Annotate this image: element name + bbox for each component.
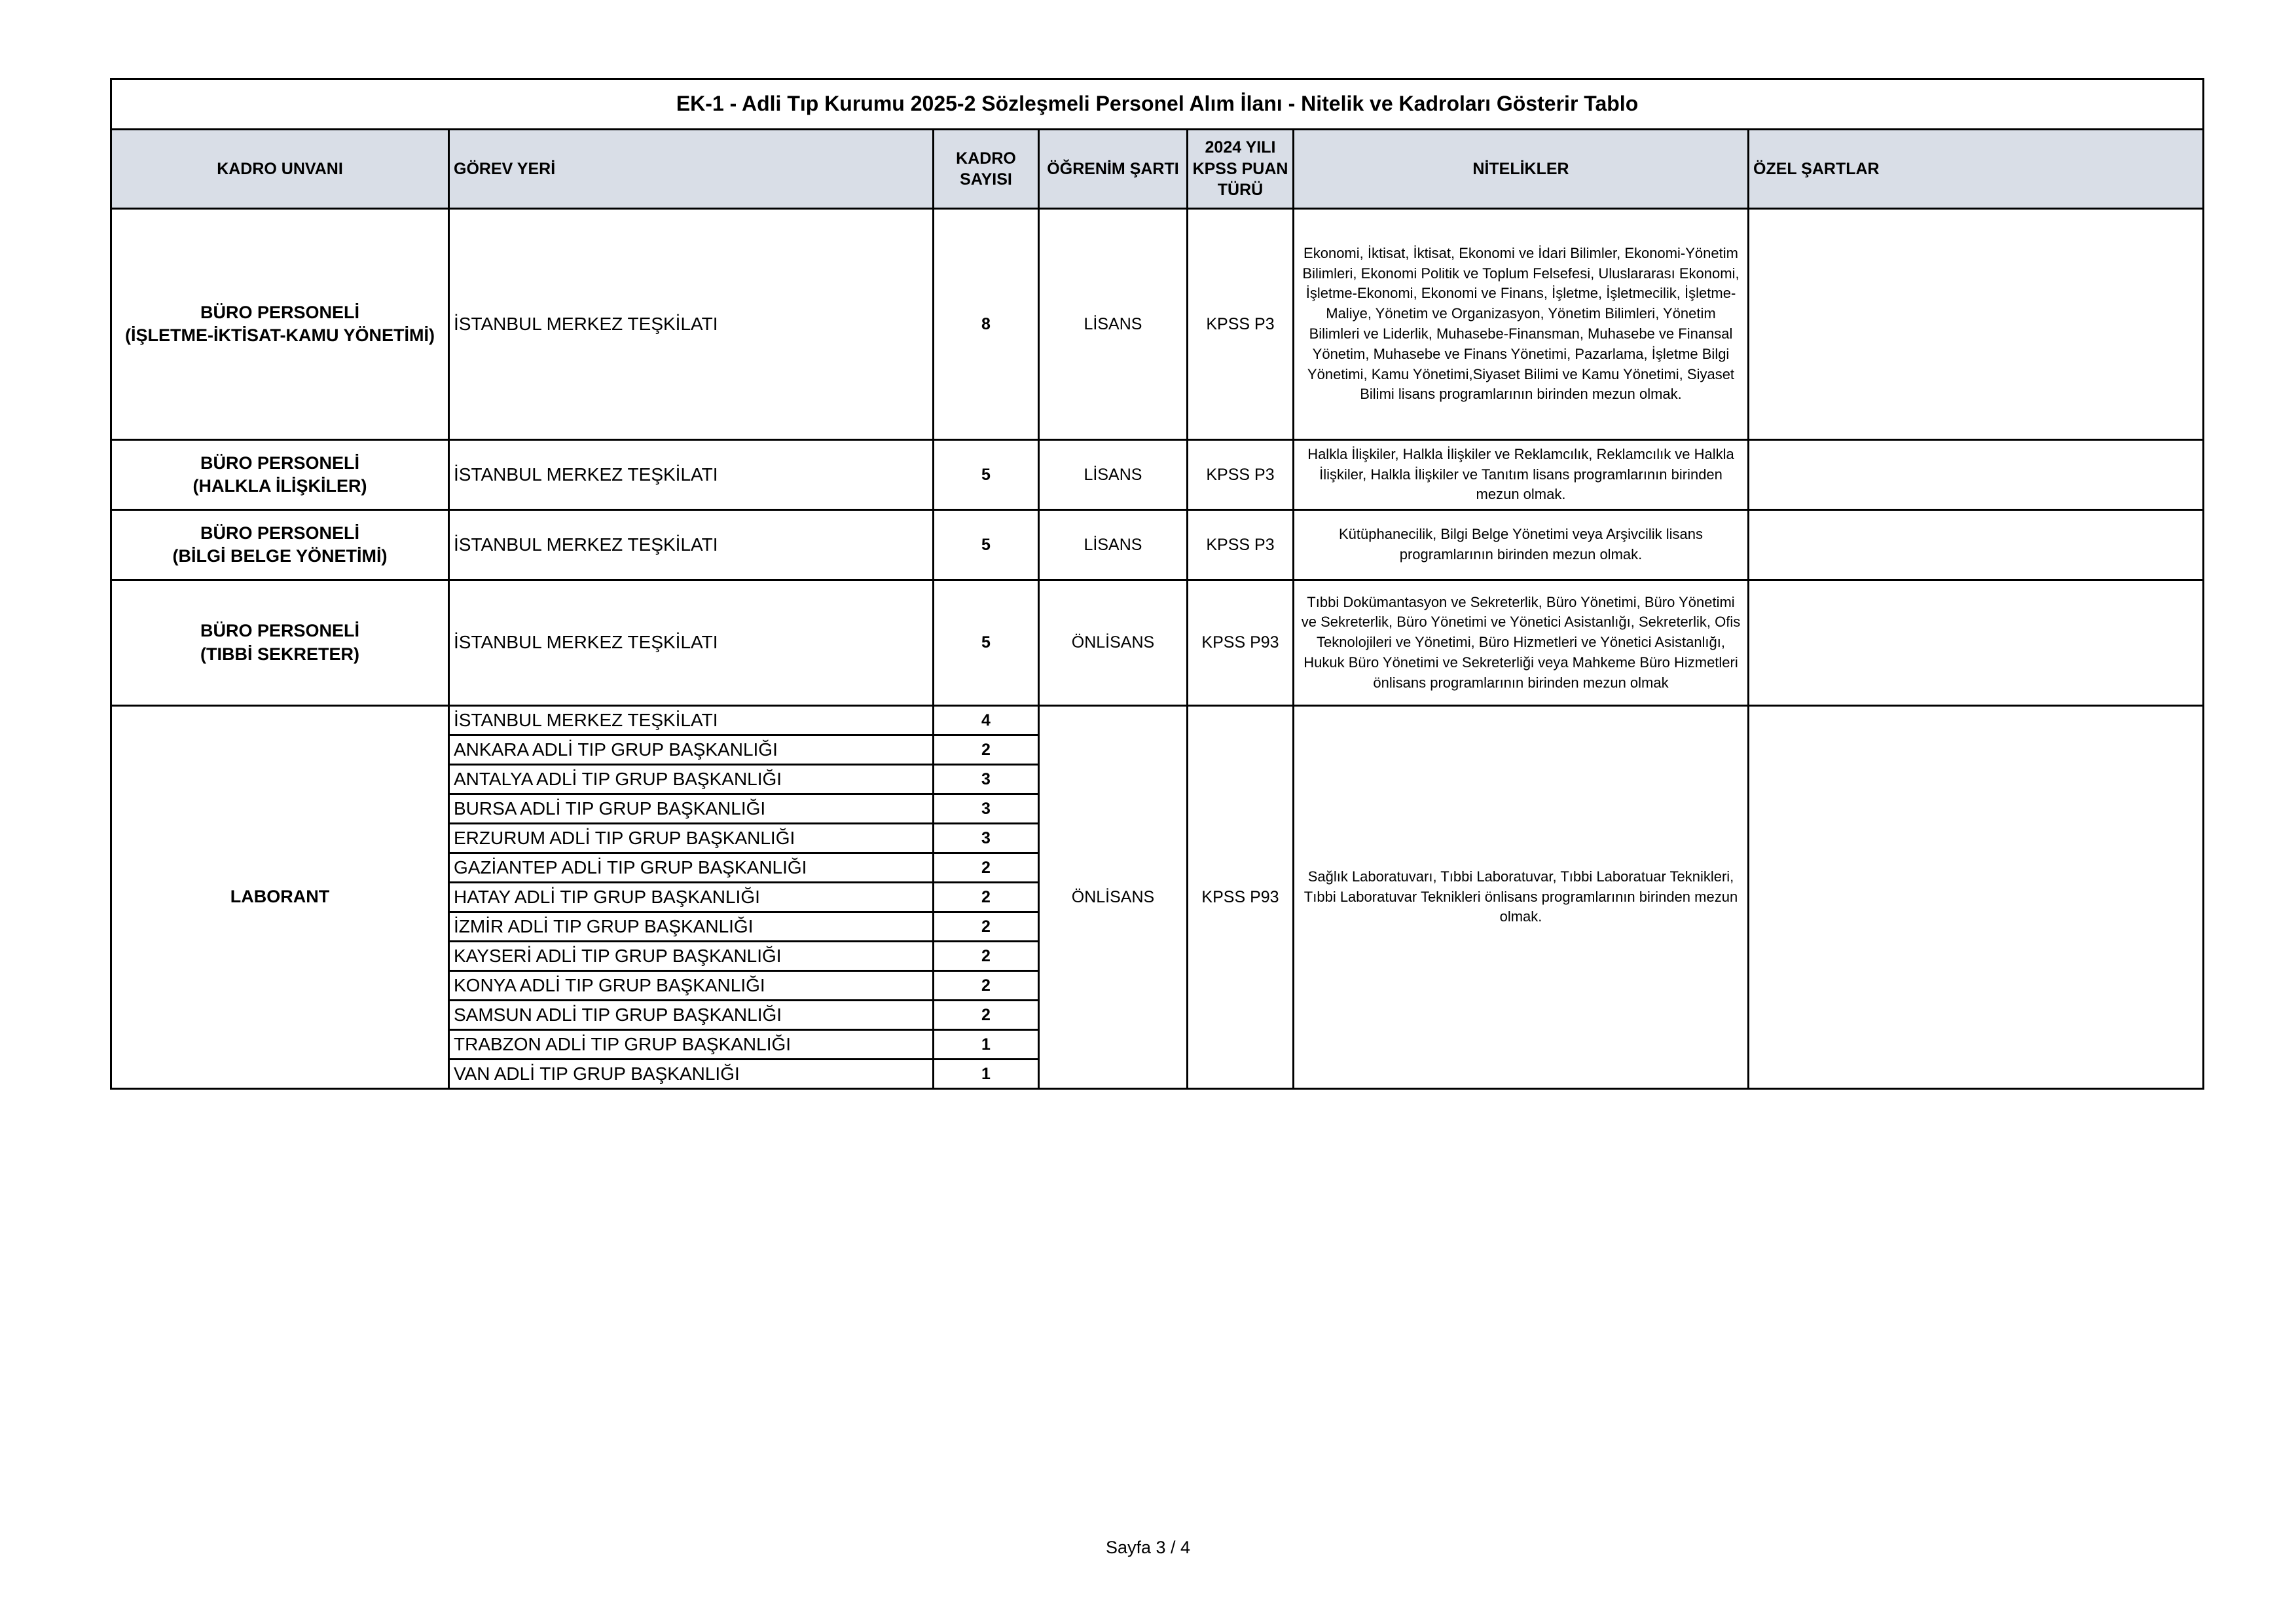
laborant-special <box>1749 706 2204 1089</box>
laborant-place: KAYSERİ ADLİ TIP GRUP BAŞKANLIĞI <box>449 942 934 971</box>
row-qualifications: Ekonomi, İktisat, İktisat, Ekonomi ve İdari Bilimler, Ekonomi-Yönetim Bilimleri, Ekonomi Politik ve Toplum Felsefesi, Uluslararası Ekonomi, İşletme-Ekonomi, Ekonomi ve Finans, İşletme, İşletmecilik, İşletme-Maliye, Yönetim ve Organizasyon, Yönetim Bilimleri, Yönetim Bilimleri ve Liderlik, Muhasebe-Finansman, Muhasebe ve Finansal Yönetim, Muhasebe ve Finans Yönetimi, Pazarlama, İşletme Bilgi Yönetimi, Kamu Yönetimi,Siyaset Bilimi ve Kamu Yönetimi, Siyaset Bilimi lisans programlarının birinden mezun olmak. <box>1294 209 1749 440</box>
row-title-line2: (BİLGİ BELGE YÖNETİMİ) <box>172 546 388 566</box>
row-title-line2: (HALKLA İLİŞKİLER) <box>192 476 367 496</box>
row-special <box>1749 580 2204 706</box>
header-kadro-unvani: KADRO UNVANI <box>111 130 449 209</box>
laborant-count: 4 <box>934 706 1039 735</box>
laborant-count: 3 <box>934 824 1039 853</box>
row-title-cell <box>111 440 449 510</box>
laborant-count: 2 <box>934 971 1039 1001</box>
row-title-cell <box>111 510 449 580</box>
row-place: İSTANBUL MERKEZ TEŞKİLATI <box>449 580 934 706</box>
laborant-place: TRABZON ADLİ TIP GRUP BAŞKANLIĞI <box>449 1030 934 1060</box>
laborant-count: 2 <box>934 912 1039 942</box>
row-education: LİSANS <box>1039 440 1188 510</box>
laborant-education: ÖNLİSANS <box>1039 706 1188 1089</box>
row-place: İSTANBUL MERKEZ TEŞKİLATI <box>449 510 934 580</box>
row-special <box>1749 440 2204 510</box>
laborant-place: ERZURUM ADLİ TIP GRUP BAŞKANLIĞI <box>449 824 934 853</box>
header-kpss-puan-turu: 2024 YILI KPSS PUAN TÜRÜ <box>1188 130 1294 209</box>
laborant-place: SAMSUN ADLİ TIP GRUP BAŞKANLIĞI <box>449 1001 934 1030</box>
row-title-line2: (TIBBİ SEKRETER) <box>200 644 359 664</box>
row-qualifications: Tıbbi Dokümantasyon ve Sekreterlik, Büro Yönetimi, Büro Yönetimi ve Sekreterlik, Büro Yönetimi ve Yönetici Asistanlığı, Sekreterlik, Ofis Teknolojileri ve Yönetimi, Büro Hizmetleri ve Yönetici Asistanlığı, Hukuk Büro Yönetimi ve Sekreterliği veya Mahkeme Büro Hizmetleri önlisans programlarının birinden mezun olmak <box>1294 580 1749 706</box>
laborant-title: LABORANT <box>111 706 449 1089</box>
table-title: EK-1 - Adli Tıp Kurumu 2025-2 Sözleşmeli Personel Alım İlanı - Nitelik ve Kadroları Gösterir Tablo <box>111 79 2204 130</box>
laborant-place: KONYA ADLİ TIP GRUP BAŞKANLIĞI <box>449 971 934 1001</box>
row-title-line2: (İŞLETME-İKTİSAT-KAMU YÖNETİMİ) <box>125 325 435 345</box>
row-place: İSTANBUL MERKEZ TEŞKİLATI <box>449 209 934 440</box>
laborant-kpss: KPSS P93 <box>1188 706 1294 1089</box>
laborant-row <box>111 706 2204 735</box>
table-row <box>111 510 2204 580</box>
laborant-place: İSTANBUL MERKEZ TEŞKİLATI <box>449 706 934 735</box>
laborant-count: 1 <box>934 1030 1039 1060</box>
row-title-line1: BÜRO PERSONELİ <box>200 523 360 543</box>
row-qualifications: Kütüphanecilik, Bilgi Belge Yönetimi veya Arşivcilik lisans programlarının birinden mezun olmak. <box>1294 510 1749 580</box>
row-kpss: KPSS P3 <box>1188 440 1294 510</box>
row-kpss: KPSS P3 <box>1188 510 1294 580</box>
table-row <box>111 440 2204 510</box>
row-education: LİSANS <box>1039 510 1188 580</box>
laborant-count: 2 <box>934 1001 1039 1030</box>
laborant-count: 2 <box>934 735 1039 765</box>
laborant-place: ANTALYA ADLİ TIP GRUP BAŞKANLIĞI <box>449 765 934 794</box>
laborant-count: 3 <box>934 765 1039 794</box>
row-count: 5 <box>934 580 1039 706</box>
staffing-table <box>110 78 2204 1090</box>
laborant-count: 2 <box>934 853 1039 883</box>
table-row <box>111 209 2204 440</box>
row-title-line1: BÜRO PERSONELİ <box>200 452 360 473</box>
laborant-qualifications: Sağlık Laboratuvarı, Tıbbi Laboratuvar, Tıbbi Laboratuar Teknikleri, Tıbbi Laboratuvar Teknikleri önlisans programlarının birinden mezun olmak. <box>1294 706 1749 1089</box>
table-row <box>111 580 2204 706</box>
row-title-line1: BÜRO PERSONELİ <box>200 621 360 641</box>
header-row <box>111 130 2204 209</box>
row-title-line1: BÜRO PERSONELİ <box>200 302 360 322</box>
laborant-place: BURSA ADLİ TIP GRUP BAŞKANLIĞI <box>449 794 934 824</box>
laborant-place: HATAY ADLİ TIP GRUP BAŞKANLIĞI <box>449 883 934 912</box>
row-count: 5 <box>934 440 1039 510</box>
laborant-count: 2 <box>934 883 1039 912</box>
header-kadro-sayisi: KADRO SAYISI <box>934 130 1039 209</box>
row-title-cell <box>111 580 449 706</box>
row-kpss: KPSS P93 <box>1188 580 1294 706</box>
laborant-count: 1 <box>934 1060 1039 1089</box>
header-ogrenim-sarti: ÖĞRENİM ŞARTI <box>1039 130 1188 209</box>
header-nitelikler: NİTELİKLER <box>1294 130 1749 209</box>
laborant-place: İZMİR ADLİ TIP GRUP BAŞKANLIĞI <box>449 912 934 942</box>
laborant-place: GAZİANTEP ADLİ TIP GRUP BAŞKANLIĞI <box>449 853 934 883</box>
row-special <box>1749 209 2204 440</box>
row-count: 8 <box>934 209 1039 440</box>
laborant-count: 2 <box>934 942 1039 971</box>
row-title-cell <box>111 209 449 440</box>
row-count: 5 <box>934 510 1039 580</box>
laborant-count: 3 <box>934 794 1039 824</box>
header-ozel-sartlar: ÖZEL ŞARTLAR <box>1749 130 2204 209</box>
row-education: LİSANS <box>1039 209 1188 440</box>
row-education: ÖNLİSANS <box>1039 580 1188 706</box>
page-number: Sayfa 3 / 4 <box>1105 1538 1191 1557</box>
laborant-place: VAN ADLİ TIP GRUP BAŞKANLIĞI <box>449 1060 934 1089</box>
header-gorev-yeri: GÖREV YERİ <box>449 130 934 209</box>
row-kpss: KPSS P3 <box>1188 209 1294 440</box>
row-place: İSTANBUL MERKEZ TEŞKİLATI <box>449 440 934 510</box>
row-special <box>1749 510 2204 580</box>
row-qualifications: Halkla İlişkiler, Halkla İlişkiler ve Reklamcılık, Reklamcılık ve Halkla İlişkiler, Halkla İlişkiler ve Tanıtım lisans programlarının birinden mezun olmak. <box>1294 440 1749 510</box>
laborant-place: ANKARA ADLİ TIP GRUP BAŞKANLIĞI <box>449 735 934 765</box>
